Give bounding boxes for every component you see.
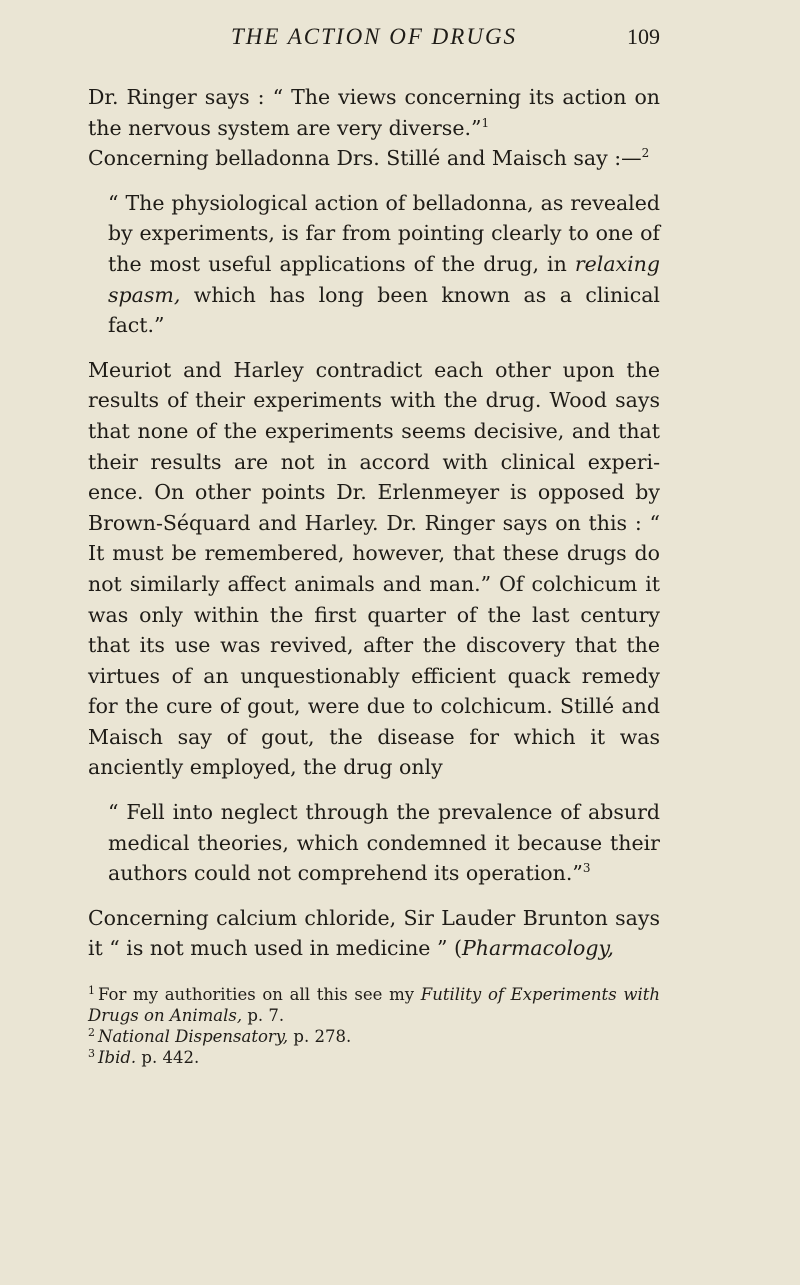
text-block [88, 82, 660, 1068]
footnote-number: 1 [88, 983, 95, 997]
footnote-title: Futility of Experiments with Drugs on Animals, [88, 985, 661, 1026]
footnote-text: For my authorities on all this see my [98, 985, 421, 1005]
footnote-page: p. 278. [288, 1027, 352, 1047]
footnote-page: p. 442. [136, 1048, 200, 1068]
paragraph-belladonna-text: Concerning belladonna Drs. Stillé and Maisch say :— [88, 146, 642, 171]
footnote-number: 3 [88, 1046, 95, 1060]
block-quote-colchicum [108, 797, 660, 889]
running-head [88, 14, 660, 58]
footnote-page: p. 7. [242, 1006, 285, 1026]
footnote-title: Ibid. [98, 1048, 137, 1068]
footnote-ref-2: 2 [641, 146, 650, 161]
footnote-ref-3: 3 [582, 861, 591, 876]
block-quote-belladonna [108, 188, 660, 341]
running-title: THE ACTION OF DRUGS [230, 24, 518, 49]
footnote-number: 2 [88, 1025, 95, 1039]
quote1-text-a: “ The physiological action of belladonna, as revealed by experiments, is far from pointing clearly to one of the most useful applications of the drug, in [108, 190, 660, 276]
page-number: 109 [627, 24, 660, 49]
footnote-3 [88, 1047, 660, 1068]
quote1-emphasis: relaxing spasm, [108, 251, 660, 307]
footnote-2 [88, 1026, 660, 1047]
paragraph-calcium-emphasis: Pharmacology, [461, 936, 614, 961]
paragraph-ringer-text: Dr. Ringer says : “ The views concerning its action on the nervous system are very diverse.” [88, 85, 660, 140]
quote1-text-b: which has long been known as a clinical fact.” [108, 282, 660, 338]
paragraph-ringer [88, 82, 660, 174]
footnote-ref-1: 1 [481, 115, 490, 130]
quote2-text: “ Fell into neglect through the prevalence of absurd medical theories, which condemned it because their authors could not comprehend its operation.” [108, 800, 660, 886]
footnote-title: National Dispensatory, [98, 1027, 289, 1047]
footnotes [88, 984, 660, 1068]
footnote-1 [88, 984, 660, 1026]
paragraph-calcium [88, 903, 660, 964]
paragraph-calcium-text: Concerning calcium chloride, Sir Lauder Brunton says it “ is not much used in medicine ” ( [88, 905, 660, 961]
paragraph-meuriot: Meuriot and Harley contradict each other upon the results of their experiments with the drug. Wood says that none of the experiments seems decisive, and that their results are not in accord with clinical experi- ence. On other points Dr. Erlenmeyer is opposed by Brown-Séquard and Harley. Dr. Ringer says on this : “ It must be remembered, however, that these drugs do not similarly affect animals and man.” Of colchicum it was only within the first quarter of the last century that its use was revived, after the discovery that the virtues of an unquestionably efficient quack remedy for the cure of gout, were due to colchicum. Stillé and Maisch say of gout, the disease for which it was anciently employed, the drug only [88, 357, 660, 780]
